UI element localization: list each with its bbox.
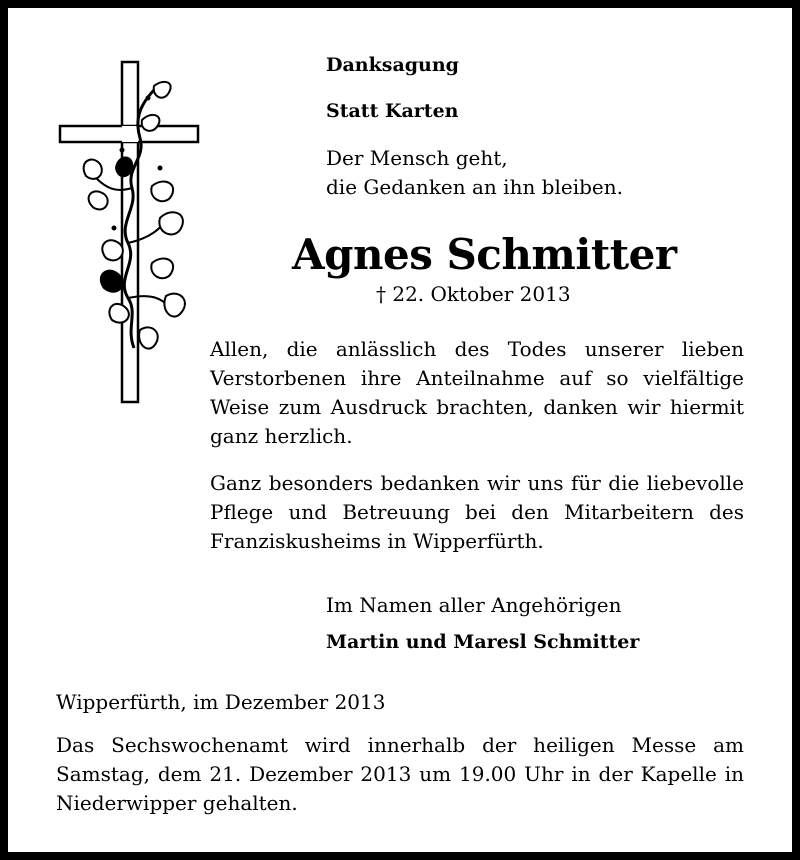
thank-you-paragraph: Allen, die anlässlich des Todes unserer lieben Verstorbenen ihre Anteilnahme auf so vielfältige Weise zum Ausdruck brachten, danken wir hiermit ganz herzlich.	[210, 337, 744, 448]
heading-danksagung: Danksagung	[326, 54, 459, 76]
place-and-date: Wipperfürth, im Dezember 2013	[56, 690, 386, 714]
quote-line-1: Der Mensch geht,	[326, 146, 508, 170]
family-signature: Martin und Maresl Schmitter	[326, 631, 640, 653]
cross-with-ivy-icon	[56, 58, 206, 412]
care-thanks-paragraph: Ganz besonders bedanken wir uns für die liebevolle Pflege und Betreuung bei den Mitarbeitern des Franziskusheims in Wipperfürth.	[210, 471, 744, 553]
deceased-name: Agnes Schmitter	[292, 230, 677, 279]
death-date: † 22. Oktober 2013	[376, 282, 571, 306]
quote-line-2: die Gedanken an ihn bleiben.	[326, 175, 623, 199]
memorial-service-info: Das Sechswochenamt wird innerhalb der heiligen Messe am Samstag, dem 21. Dezember 2013 um 19.00 Uhr in der Kapelle in Niederwipper gehalten.	[56, 733, 744, 815]
on-behalf-line: Im Namen aller Angehörigen	[326, 593, 622, 617]
subheading-statt-karten: Statt Karten	[326, 100, 459, 122]
